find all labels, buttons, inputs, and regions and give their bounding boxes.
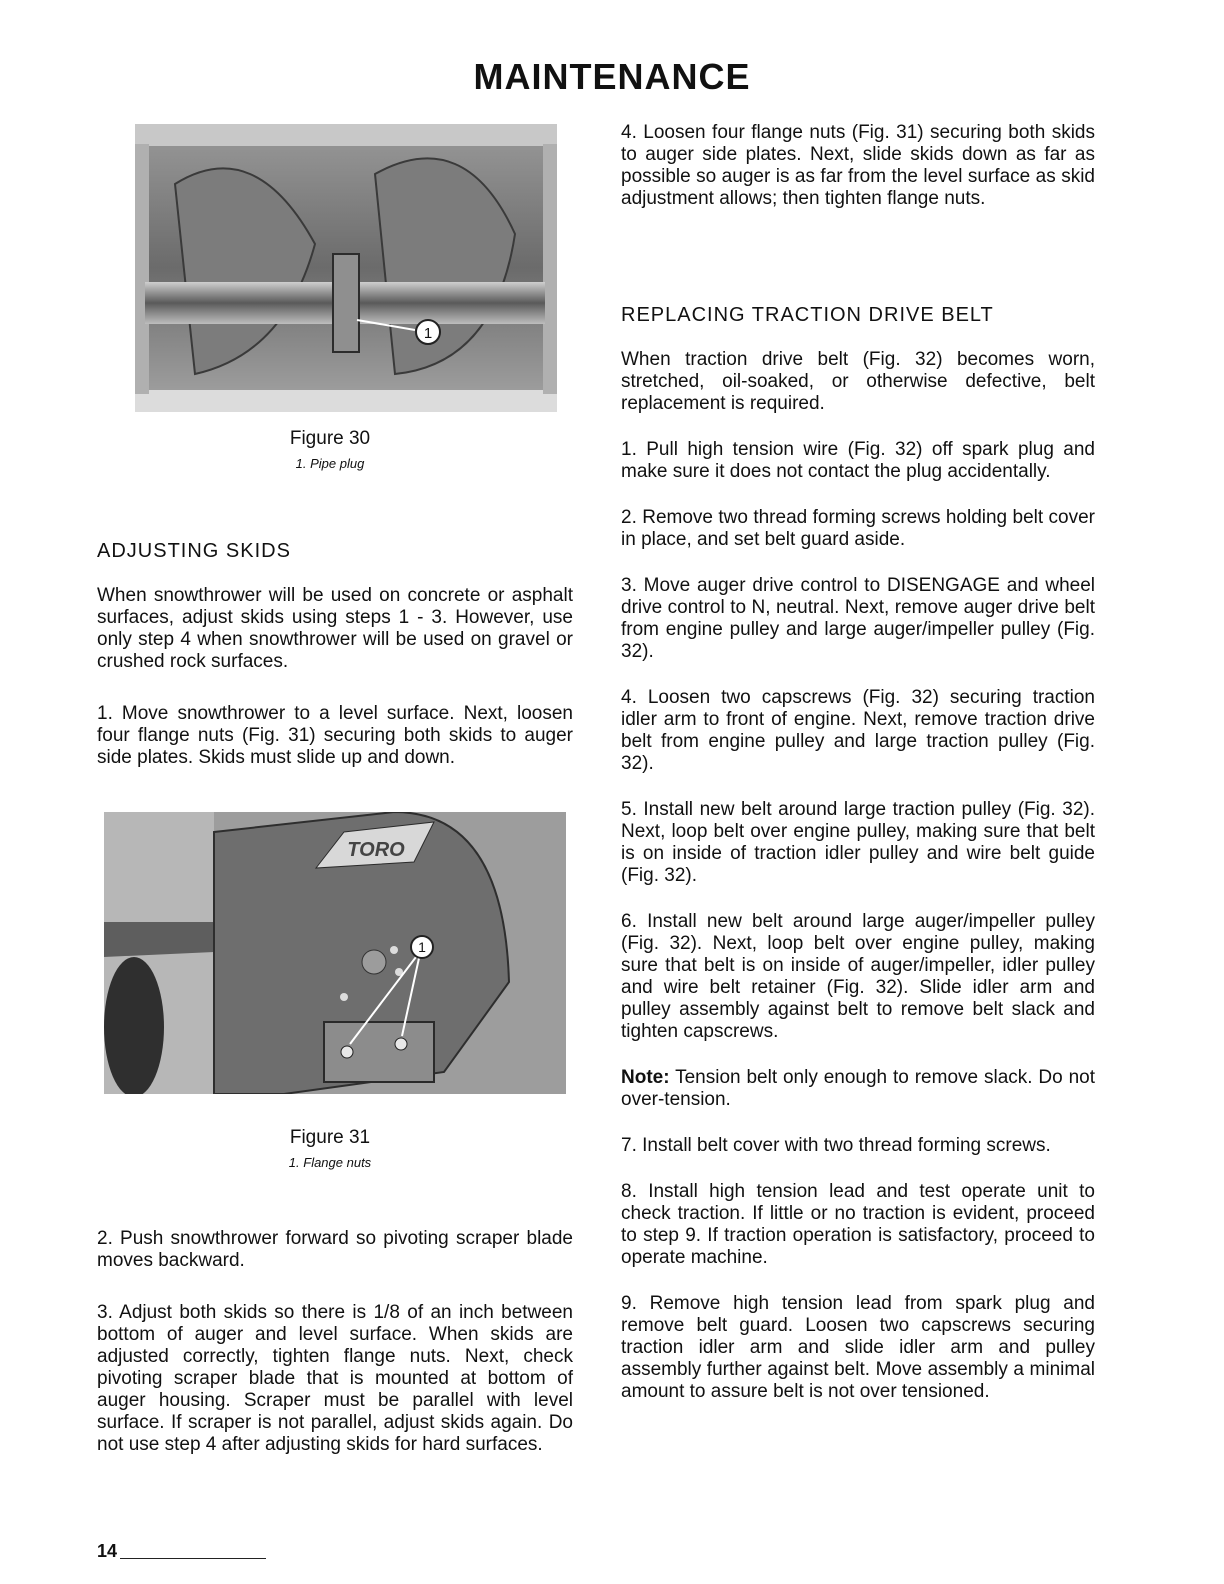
figure-31-brand-text: TORO: [347, 839, 405, 861]
page-title: MAINTENANCE: [473, 56, 751, 97]
traction-belt-step-9: 9. Remove high tension lead from spark plug and remove belt guard. Loosen two capscrews securing traction idler arm and slide idler arm and pulley assembly further against belt. Move assembly a minimal amount to assure belt is not over tensioned.: [621, 1293, 1095, 1402]
figure-30-caption: 1. Pipe plug: [295, 456, 365, 471]
traction-belt-step-1: 1. Pull high tension wire (Fig. 32) off spark plug and make sure it does not contact the plug accidentally.: [621, 439, 1095, 482]
page-number: 14: [97, 1541, 118, 1561]
traction-belt-heading: REPLACING TRACTION DRIVE BELT: [621, 304, 994, 326]
traction-belt-intro: When traction drive belt (Fig. 32) becomes worn, stretched, oil-soaked, or otherwise defective, belt replacement is required.: [621, 349, 1095, 414]
figure-31-caption: 1. Flange nuts: [288, 1155, 372, 1170]
traction-belt-step-7: 7. Install belt cover with two thread forming screws.: [621, 1135, 1051, 1156]
adjusting-skids-intro: When snowthrower will be used on concrete or asphalt surfaces, adjust skids using steps 1 - 3. However, use only step 4 when snowthrower will be used on gravel or crushed rock surfaces.: [97, 585, 573, 672]
traction-belt-step-6: 6. Install new belt around large auger/impeller pulley (Fig. 32). Next, loop belt over engine pulley, making sure that belt is on inside of auger/impeller, idler pulley and wire belt retainer (Fig. 32). Slide idler arm and pulley assembly against belt to remove belt slack and tighten capscrews.: [621, 911, 1095, 1042]
traction-belt-step-5: 5. Install new belt around large traction pulley (Fig. 32). Next, loop belt over engine pulley, making sure that belt is on inside of traction idler pulley and wire belt guide (Fig. 32).: [621, 799, 1095, 886]
note-label: Note:: [621, 1067, 670, 1088]
adjusting-skids-step-2: 2. Push snowthrower forward so pivoting scraper blade moves backward.: [97, 1228, 573, 1271]
figure-30-callout-number: 1: [423, 325, 433, 342]
adjusting-skids-step-1: 1. Move snowthrower to a level surface. Next, loosen four flange nuts (Fig. 31) securing both skids to auger side plates. Skids must slide up and down.: [97, 703, 573, 768]
figure-30-photo: [135, 124, 557, 412]
note-text: Tension belt only enough to remove slack. Do not over-tension.: [621, 1067, 1095, 1110]
traction-belt-note: [621, 1067, 1095, 1111]
traction-belt-step-8: 8. Install high tension lead and test operate unit to check traction. If little or no traction is evident, proceed to step 9. If traction operation is satisfactory, proceed to operate machine.: [621, 1181, 1095, 1268]
adjusting-skids-heading: ADJUSTING SKIDS: [97, 540, 291, 562]
traction-belt-step-4: 4. Loosen two capscrews (Fig. 32) securing traction idler arm to front of engine. Next, remove traction drive belt from engine pulley and large traction pulley (Fig. 32).: [621, 687, 1095, 774]
figure-31-label: Figure 31: [289, 1127, 371, 1148]
adjusting-skids-step-3: 3. Adjust both skids so there is 1/8 of an inch between bottom of auger and level surface. When skids are adjusted correctly, tighten flange nuts. Next, check pivoting scraper blade that is mounted at bottom of auger housing. Scraper must be parallel with level surface. If scraper is not parallel, adjust skids again. Do not use step 4 after adjusting skids for hard surfaces.: [97, 1302, 573, 1455]
page-footer-rule: [120, 1558, 266, 1559]
figure-30-label: Figure 30: [289, 428, 371, 449]
traction-belt-step-3: 3. Move auger drive control to DISENGAGE and wheel drive control to N, neutral. Next, remove auger drive belt from engine pulley and large auger/impeller pulley (Fig. 32).: [621, 575, 1095, 662]
adjusting-skids-step-4: 4. Loosen four flange nuts (Fig. 31) securing both skids to auger side plates. Next, slide skids down as far as possible so auger is as far from the level surface as skid adjustment allows; then tighten flange nuts.: [621, 122, 1095, 209]
figure-31-photo: [104, 812, 566, 1094]
traction-belt-step-2: 2. Remove two thread forming screws holding belt cover in place, and set belt guard aside.: [621, 507, 1095, 550]
figure-31-callout-number: 1: [418, 939, 426, 955]
